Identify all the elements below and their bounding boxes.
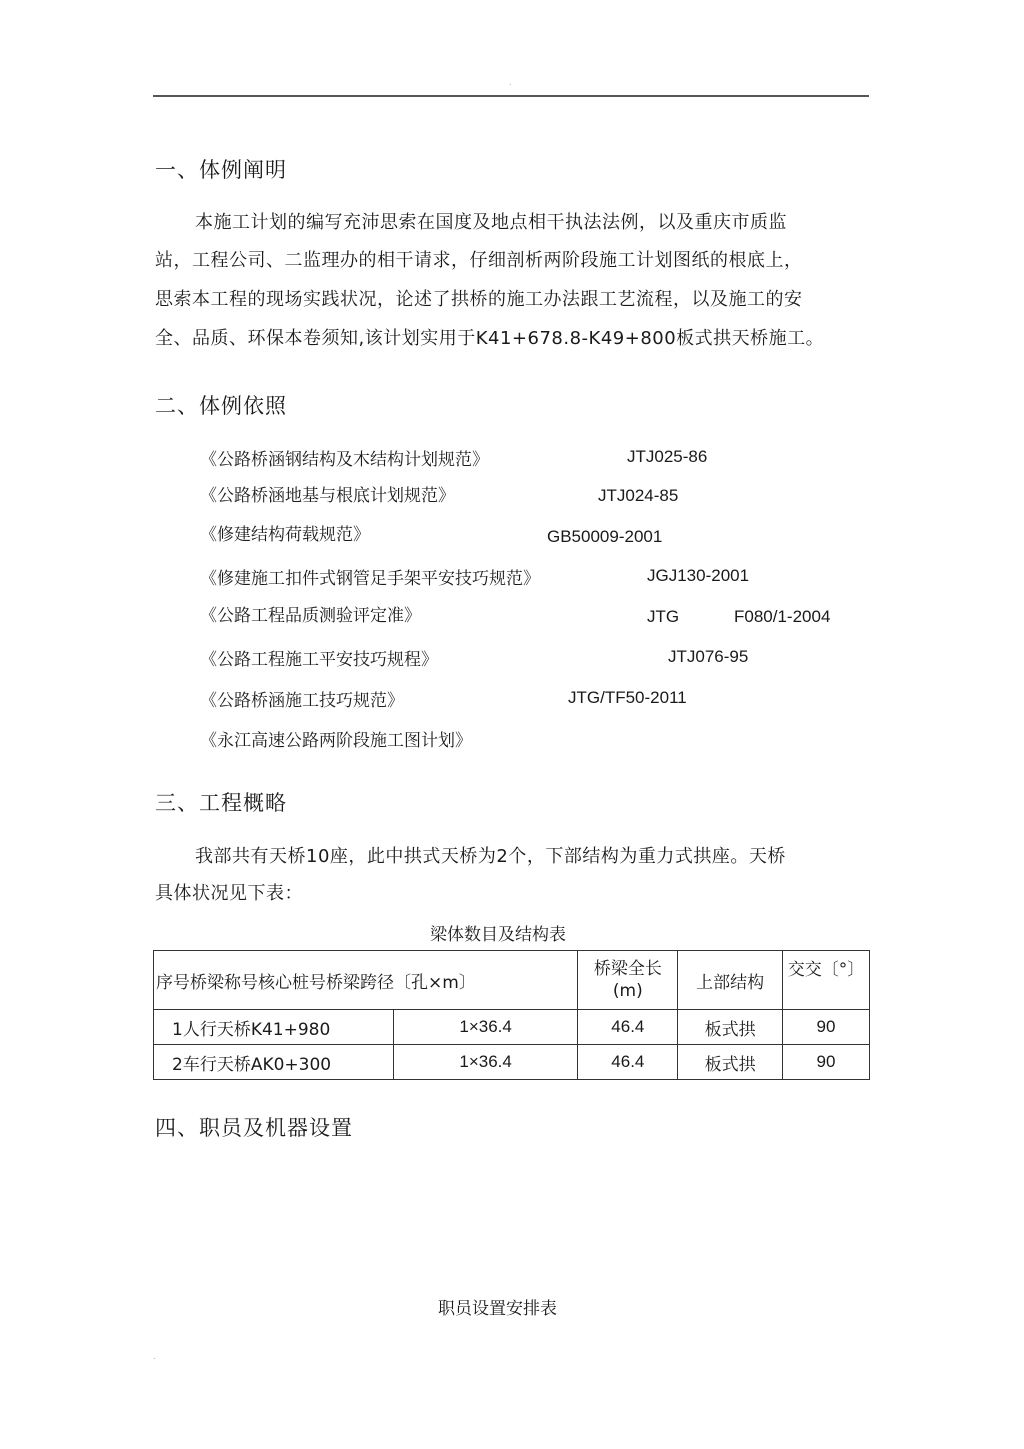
header-superstructure: 上部结构: [678, 951, 783, 1010]
section-4-title: 四、职员及机器设置: [155, 1116, 353, 1140]
row-1-angle: 90: [783, 1010, 870, 1045]
row-2-angle: 90: [783, 1045, 870, 1080]
table-row: [154, 1010, 870, 1045]
section-1-line-4: 全、品质、环保本卷须知,该计划实用于K41+678.8-K49+800板式拱天桥施工。: [155, 328, 825, 349]
ref-code-6: JTJ076-95: [668, 647, 749, 666]
row-2-length: 46.4: [578, 1045, 678, 1080]
row-1-structure: 板式拱: [678, 1010, 783, 1045]
table-header-row: [154, 951, 870, 1010]
section-1-line-1: 本施工计划的编写充沛思索在国度及地点相干执法法例，以及重庆市质监: [195, 212, 787, 233]
footer-mark: .: [153, 1352, 156, 1361]
ref-name-7: 《公路桥涵施工技巧规范》: [200, 691, 404, 711]
header-rule: [153, 95, 869, 97]
section-3-title: 三、工程概略: [155, 791, 287, 815]
row-1-bridge: 1人行天桥K41+980: [154, 1010, 394, 1045]
ref-code-3: GB50009-2001: [547, 527, 663, 546]
header-angle: 交交〔°〕: [783, 951, 870, 1010]
ref-code-1: JTJ025-86: [627, 447, 708, 466]
ref-code-4: JGJ130-2001: [647, 566, 750, 585]
row-1-length: 46.4: [578, 1010, 678, 1045]
row-1-span: 1×36.4: [393, 1010, 578, 1045]
section-2-title: 二、体例依照: [155, 394, 287, 418]
ref-name-6: 《公路工程施工平安技巧规程》: [200, 650, 438, 670]
ref-name-2: 《公路桥涵地基与根底计划规范》: [200, 486, 455, 506]
section-3-line-1: 我部共有天桥10座，此中拱式天桥为2个，下部结构为重力式拱座。天桥: [195, 846, 786, 867]
ref-name-8: 《永江高速公路两阶段施工图计划》: [200, 731, 472, 751]
section-1-line-3: 思索本工程的现场实践状况，论述了拱桥的施工办法跟工艺流程，以及施工的安: [155, 289, 803, 310]
row-2-structure: 板式拱: [678, 1045, 783, 1080]
ref-code-5a: JTG: [647, 607, 680, 626]
table-caption-2: 职员设置安排表: [438, 1299, 557, 1319]
bridge-table: [153, 950, 870, 1080]
table-caption-1: 梁体数目及结构表: [430, 925, 566, 945]
section-1-line-2: 站，工程公司、二监理办的相干请求，仔细剖析两阶段施工计划图纸的根底上，: [155, 250, 803, 271]
row-2-span: 1×36.4: [393, 1045, 578, 1080]
header-bridge-info: 序号桥梁称号核心桩号桥梁跨径〔孔×m〕: [154, 951, 578, 1010]
row-2-bridge: 2车行天桥AK0+300: [154, 1045, 394, 1080]
header-length: [578, 951, 678, 1010]
table-row: [154, 1045, 870, 1080]
ref-code-7: JTG/TF50-2011: [568, 688, 687, 707]
ref-name-5: 《公路工程品质测验评定准》: [200, 606, 421, 626]
section-3-line-2: 具体状况见下表：: [155, 883, 303, 904]
header-length-unit: (m): [612, 981, 643, 1001]
ref-name-3: 《修建结构荷载规范》: [200, 525, 370, 545]
header-length-label: 桥梁全长: [593, 959, 662, 979]
ref-name-4: 《修建施工扣件式钢管足手架平安技巧规范》: [200, 569, 540, 589]
ref-code-5b: F080/1-2004: [734, 607, 831, 626]
header-mark: .: [509, 78, 512, 87]
ref-name-1: 《公路桥涵钢结构及木结构计划规范》: [200, 450, 489, 470]
section-1-title: 一、体例阐明: [155, 158, 287, 182]
ref-code-2: JTJ024-85: [598, 486, 679, 505]
